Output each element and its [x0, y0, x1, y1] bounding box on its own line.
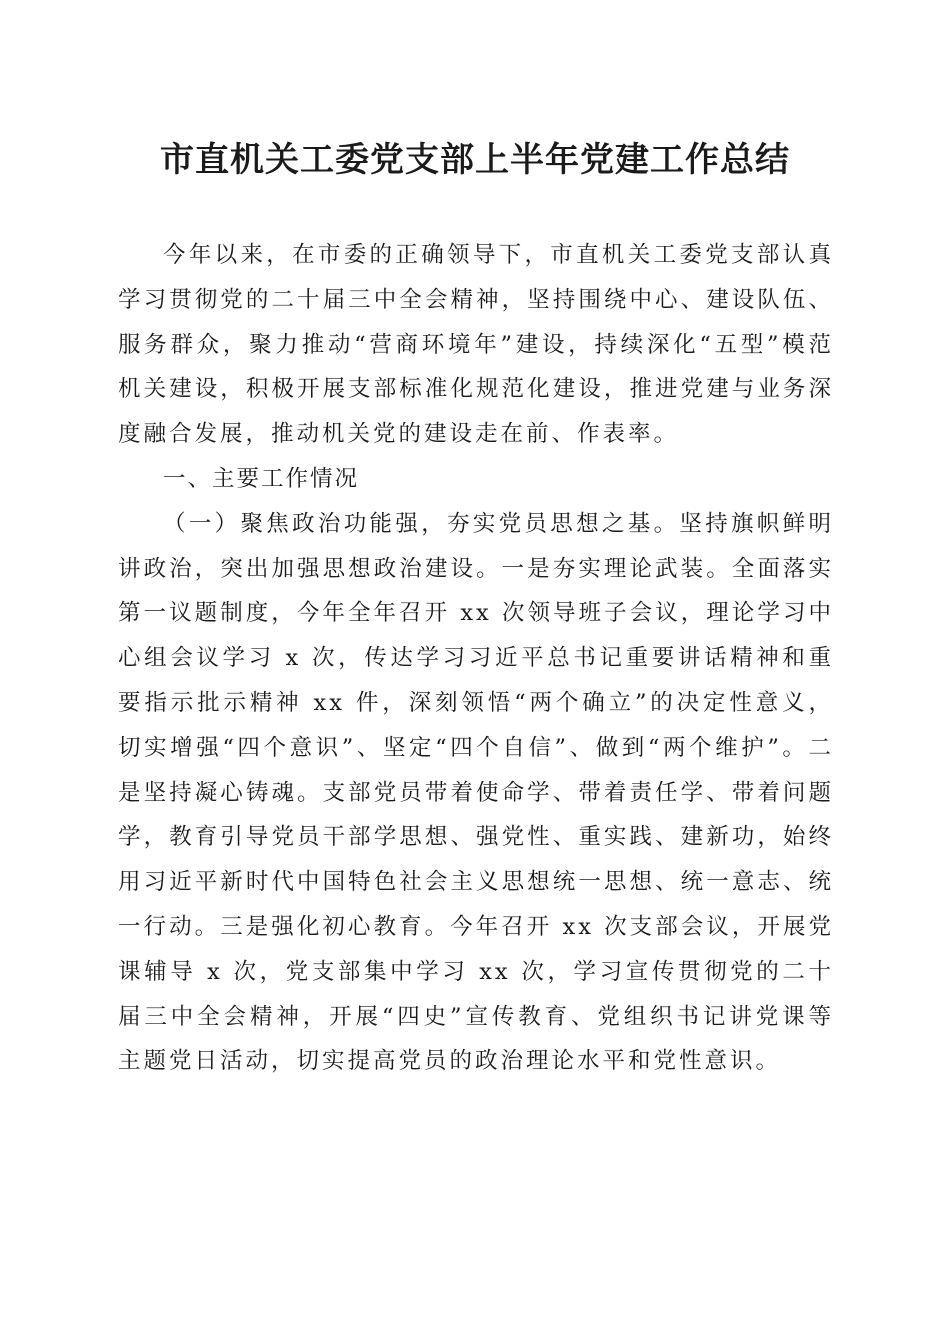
section-heading-main-work: 一、主要工作情况 — [163, 465, 360, 492]
section-paragraph-political-function: （一）聚焦政治功能强，夯实党员思想之基。坚持旗帜鲜明讲政治，突出加强思想政治建设。一是夯实理论武装。全面落实第一议题制度，今年全年召开 xx 次领导班子会议，理论学习中心组会议学习 x 次，传达学习习近平总书记重要讲话精神和重要指示批示精神 xx 件，深刻领悟“两个确立”的决定性意义，切实增强“四个意识”、坚定“四个自信”、做到“两个维护”。二是坚持凝心铸魂。支部党员带着使命学、带着责任学、带着问题学，教育引导党员干部学思想、强党性、重实践、建新功，始终用习近平新时代中国特色社会主义思想统一思想、统一意志、统一行动。三是强化初心教育。今年召开 xx 次支部会议，开展党课辅导 x 次，党支部集中学习 xx 次，学习宣传贯彻党的二十届三中全会精神，开展“四史”宣传教育、党组织书记讲党课等主题党日活动，切实提高党员的政治理论水平和党性意识。 — [118, 510, 834, 1075]
intro-paragraph: 今年以来，在市委的正确领导下，市直机关工委党支部认真学习贯彻党的二十届三中全会精神，坚持围绕中心、建设队伍、服务群众，聚力推动“营商环境年”建设，持续深化“五型”模范机关建设，积极开展支部标准化规范化建设，推进党建与业务深度融合发展，推动机关党的建设走在前、作表率。 — [118, 242, 834, 448]
document-title: 市直机关工委党支部上半年党建工作总结 — [160, 140, 790, 180]
document-body — [118, 233, 834, 1084]
